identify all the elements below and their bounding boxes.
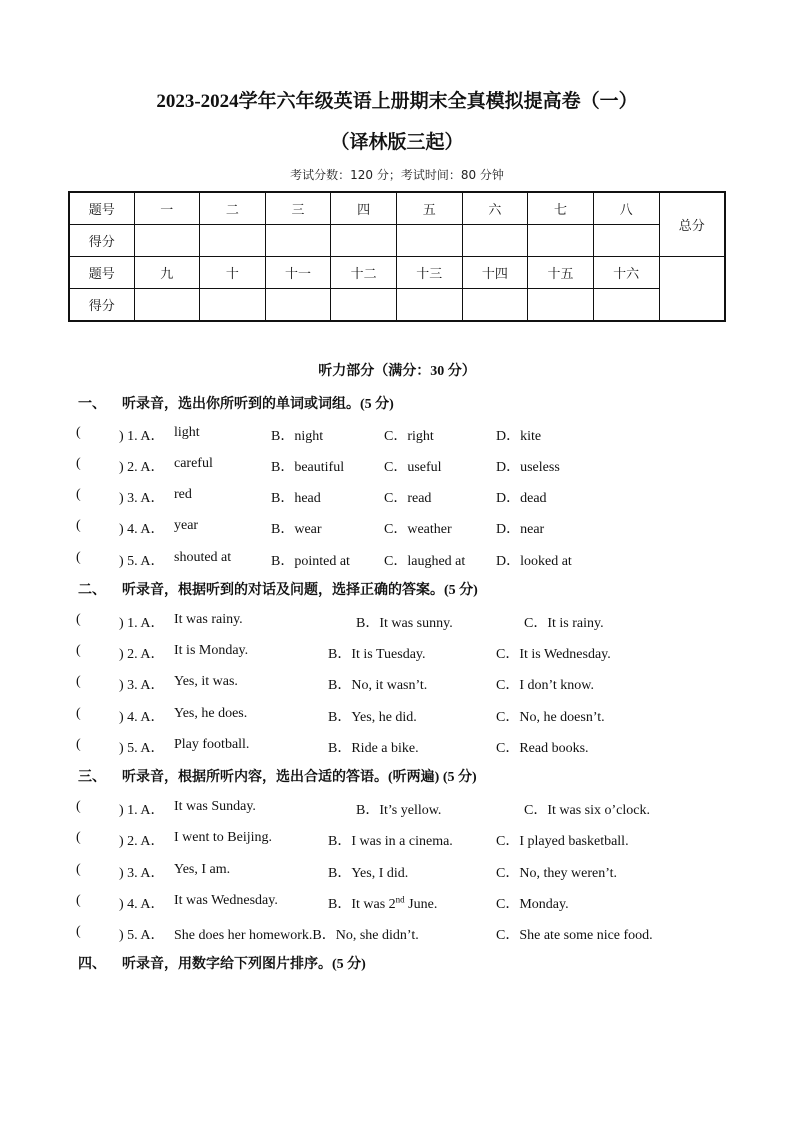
- score-cell[interactable]: [331, 225, 397, 257]
- option-c: C．She ate some nice food.: [496, 928, 653, 943]
- question-number: 一: [134, 192, 200, 225]
- option-b-text-end: June.: [404, 897, 438, 912]
- question-number: ) 4. A．: [119, 710, 165, 725]
- option-b: B．pointed at: [271, 554, 350, 569]
- question-label: 题号: [69, 192, 134, 225]
- question-number: ) 1. A．: [119, 616, 165, 631]
- question-number: ) 2. A．: [119, 460, 165, 475]
- option-c: C．Read books.: [496, 741, 589, 756]
- score-cell[interactable]: [265, 289, 331, 322]
- question-number: ) 1. A．: [119, 429, 165, 444]
- question-number: ) 5. A．: [119, 741, 165, 756]
- section-1-title: [78, 393, 394, 413]
- question-number: 二: [200, 192, 266, 225]
- section-instruction: 听录音，根据所听内容，选出合适的答语。(听两遍) (5 分): [122, 770, 477, 785]
- question-number: ) 3. A．: [119, 866, 165, 881]
- score-cell[interactable]: [593, 225, 659, 257]
- score-cell[interactable]: [397, 225, 463, 257]
- question-number: 十四: [462, 257, 528, 289]
- question-number: 三: [265, 192, 331, 225]
- score-cell[interactable]: [200, 225, 266, 257]
- question-number: ) 2. A．: [119, 834, 165, 849]
- score-table: [68, 191, 726, 322]
- question-number: 十六: [593, 257, 659, 289]
- option-c: C．laughed at: [384, 554, 466, 569]
- option-d: D．useless: [496, 460, 560, 475]
- option-a: shouted at: [174, 550, 232, 565]
- option-a: Yes, I am.: [174, 862, 231, 877]
- exam-subtitle: （译林版三起）: [330, 132, 464, 153]
- exam-title: 2023-2024学年六年级英语上册期末全真模拟提高卷（一）: [156, 91, 638, 112]
- option-b: B．head: [271, 491, 321, 506]
- score-cell[interactable]: [593, 289, 659, 322]
- question-number: 六: [462, 192, 528, 225]
- option-b: B．Yes, he did.: [328, 710, 417, 725]
- question-number: 十: [200, 257, 266, 289]
- score-cell[interactable]: [462, 289, 528, 322]
- section-4-title: [78, 953, 366, 973]
- option-c: C．weather: [384, 522, 452, 537]
- option-a: Yes, he does.: [174, 706, 248, 721]
- option-a: red: [174, 487, 192, 502]
- question-number: 八: [593, 192, 659, 225]
- section-number: 三、: [78, 770, 106, 785]
- ordinal-suffix: nd: [395, 894, 405, 905]
- question-number: ) 5. A．: [119, 928, 165, 943]
- section-2-title: [78, 579, 478, 599]
- option-b: B．No, it wasn’t.: [328, 678, 428, 693]
- option-b: B．Yes, I did.: [328, 866, 409, 881]
- option-b: [328, 893, 437, 913]
- question-number: 七: [528, 192, 594, 225]
- option-c: C．No, they weren’t.: [496, 866, 618, 881]
- score-cell[interactable]: [134, 225, 200, 257]
- option-c: C．Monday.: [496, 897, 569, 912]
- score-cell[interactable]: [528, 225, 594, 257]
- option-a: I went to Beijing.: [174, 830, 272, 845]
- question-number: 十三: [397, 257, 463, 289]
- section-instruction: 听录音，根据听到的对话及问题，选择正确的答案。(5 分): [122, 583, 478, 598]
- question-number: 十二: [331, 257, 397, 289]
- question-number: ) 4. A．: [119, 522, 165, 537]
- question-number: ) 3. A．: [119, 678, 165, 693]
- option-c: C．I played basketball.: [496, 834, 629, 849]
- score-label: 得分: [69, 289, 134, 322]
- option-c: C．right: [384, 429, 434, 444]
- section-number: 四、: [78, 957, 106, 972]
- option-a: Play football.: [174, 737, 250, 752]
- option-c: C．I don’t know.: [496, 678, 594, 693]
- option-b-text: B．It was 2: [328, 897, 396, 912]
- option-b: B．It’s yellow.: [356, 803, 442, 818]
- listening-section-header: 听力部分（满分：30 分）: [318, 364, 476, 379]
- section-3-title: [78, 766, 477, 786]
- section-instruction: 听录音，用数字给下列图片排序。(5 分): [122, 957, 366, 972]
- question-number: ) 2. A．: [119, 647, 165, 662]
- option-b: B．I was in a cinema.: [328, 834, 453, 849]
- score-cell[interactable]: [134, 289, 200, 322]
- option-a: It was Wednesday.: [174, 893, 278, 908]
- score-cell[interactable]: [265, 225, 331, 257]
- score-cell[interactable]: [200, 289, 266, 322]
- option-b: B．Ride a bike.: [328, 741, 419, 756]
- exam-info: 考试分数：120 分；考试时间：80 分钟: [290, 168, 504, 182]
- option-a: Yes, it was.: [174, 674, 238, 689]
- total-score-cell[interactable]: [659, 257, 725, 322]
- question-number: 四: [331, 192, 397, 225]
- option-d: D．dead: [496, 491, 547, 506]
- option-a: It was rainy.: [174, 612, 243, 627]
- score-cell[interactable]: [397, 289, 463, 322]
- option-a: year: [174, 518, 199, 533]
- question-label: 题号: [69, 257, 134, 289]
- section-number: 二、: [78, 583, 106, 598]
- option-c: C．useful: [384, 460, 442, 475]
- option-d: D．kite: [496, 429, 542, 444]
- section-instruction: 听录音，选出你所听到的单词或词组。(5 分): [122, 397, 394, 412]
- score-cell[interactable]: [462, 225, 528, 257]
- section-number: 一、: [78, 397, 106, 412]
- option-d: D．looked at: [496, 554, 572, 569]
- option-a: careful: [174, 456, 213, 471]
- option-c: C．It is rainy.: [524, 616, 604, 631]
- question-number: ) 4. A．: [119, 897, 165, 912]
- option-a: It is Monday.: [174, 643, 249, 658]
- option-b: B．wear: [271, 522, 322, 537]
- option-c: C．It is Wednesday.: [496, 647, 611, 662]
- option-b: B．It was sunny.: [356, 616, 453, 631]
- option-c: C．No, he doesn’t.: [496, 710, 605, 725]
- question-number: 五: [397, 192, 463, 225]
- option-c: C．read: [384, 491, 432, 506]
- question-number: ) 5. A．: [119, 554, 165, 569]
- option-a-b: She does her homework.B．No, she didn’t.: [174, 928, 419, 943]
- score-cell[interactable]: [528, 289, 594, 322]
- option-b: B．beautiful: [271, 460, 345, 475]
- question-number: ) 3. A．: [119, 491, 165, 506]
- question-number: ) 1. A．: [119, 803, 165, 818]
- question-number: 十五: [528, 257, 594, 289]
- question-number: 十一: [265, 257, 331, 289]
- option-b: B．night: [271, 429, 324, 444]
- option-b: B．It is Tuesday.: [328, 647, 426, 662]
- question-number: 九: [134, 257, 200, 289]
- option-c: C．It was six o’clock.: [524, 803, 650, 818]
- option-d: D．near: [496, 522, 545, 537]
- total-score-label: 总分: [659, 192, 725, 257]
- score-label: 得分: [69, 225, 134, 257]
- option-a: It was Sunday.: [174, 799, 256, 814]
- option-a: light: [174, 425, 200, 440]
- score-cell[interactable]: [331, 289, 397, 322]
